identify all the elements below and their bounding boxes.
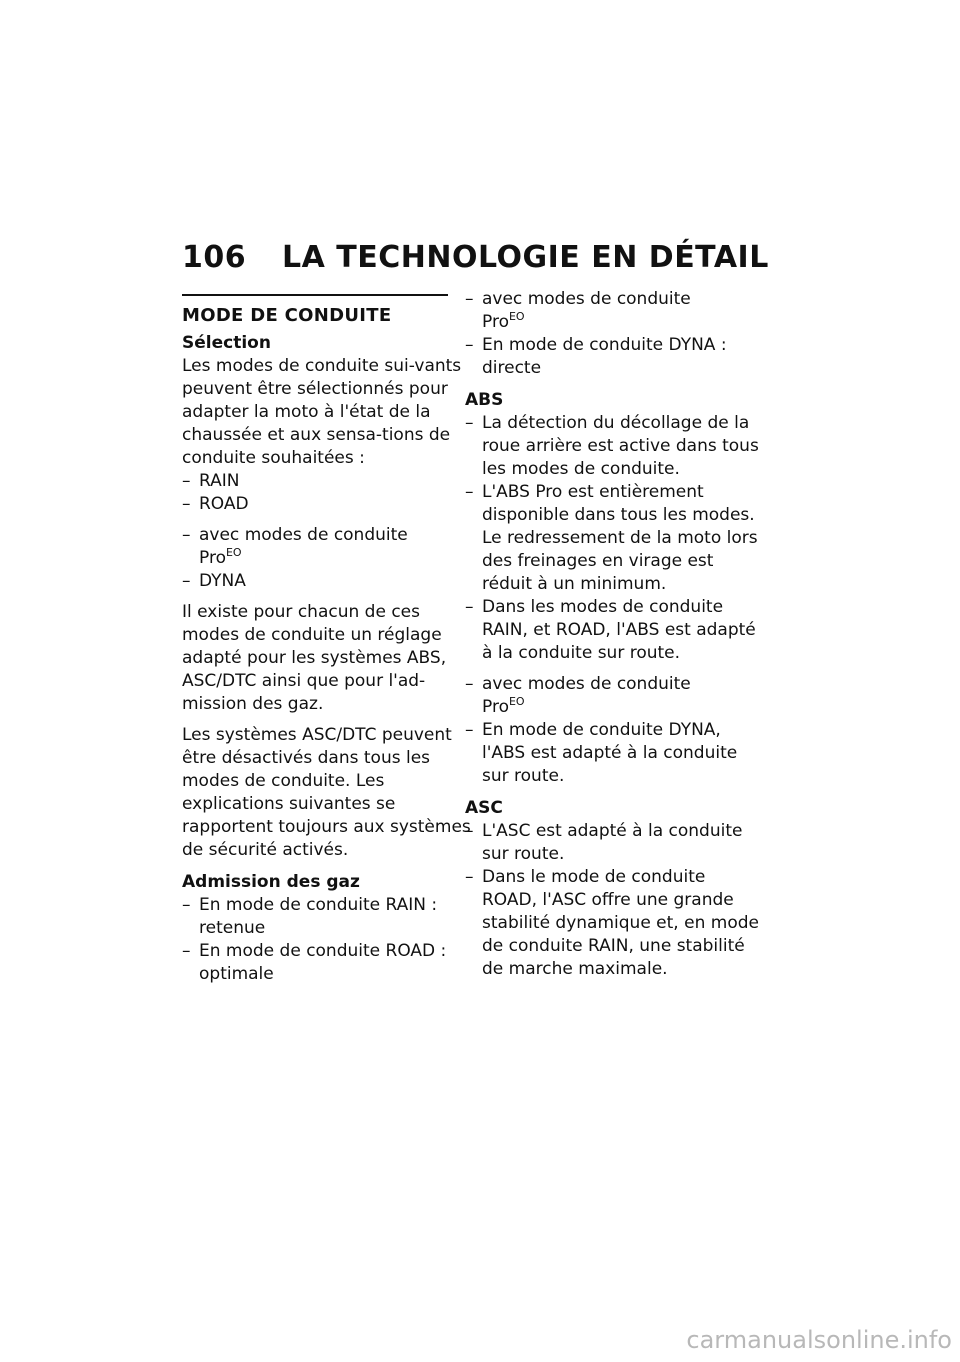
list-item: – RAIN	[182, 470, 472, 493]
mode-list-pro-right	[465, 288, 765, 380]
mode-list	[182, 470, 472, 516]
mode-list-pro	[182, 524, 472, 593]
list-item: – Dans les modes de conduite RAIN, et ROAD, l'ABS est adapté à la conduite sur route.	[465, 596, 765, 665]
avec-modes-text: avec modes de conduite	[482, 289, 691, 309]
eo-marker: EO	[508, 695, 525, 708]
pro-text: Pro	[482, 697, 509, 717]
section-rule	[182, 294, 448, 296]
list-item: – En mode de conduite ROAD : optimale	[182, 940, 472, 986]
pro-text: Pro	[199, 548, 226, 568]
abs-heading: ABS	[465, 390, 504, 410]
list-item: – En mode de conduite DYNA : directe	[465, 334, 765, 380]
list-item: – Dans le mode de conduite ROAD, l'ASC offre une grande stabilité dynamique et, en mode de conduite RAIN, une stabilité de marche maximale.	[465, 866, 765, 981]
avec-modes-text: avec modes de conduite	[482, 674, 691, 694]
watermark-text: carmanualsonline.info	[686, 1326, 952, 1354]
abs-list	[465, 412, 765, 665]
chapter-title: LA TECHNOLOGIE EN DÉTAIL	[282, 240, 769, 275]
asc-heading: ASC	[465, 798, 503, 818]
eo-marker: EO	[508, 310, 525, 323]
avec-modes-text: avec modes de conduite	[199, 525, 408, 545]
left-column	[182, 288, 472, 994]
admission-list	[182, 894, 472, 986]
list-item	[465, 673, 765, 719]
list-item	[182, 524, 472, 570]
list-item: – DYNA	[182, 570, 472, 593]
list-item: – En mode de conduite DYNA, l'ABS est adapté à la conduite sur route.	[465, 719, 765, 788]
list-item: – En mode de conduite RAIN : retenue	[182, 894, 472, 940]
pro-text: Pro	[482, 312, 509, 332]
section-title: MODE DE CONDUITE	[182, 305, 392, 326]
right-column	[465, 288, 765, 989]
abs-list-pro	[465, 673, 765, 788]
selection-text: Les modes de conduite sui-vants peuvent être sélectionnés pour adapter la moto à l'état de la chaussée et aux sensa-tions de conduite souhaitées :	[182, 356, 462, 468]
list-item: – L'ABS Pro est entièrement disponible dans tous les modes. Le redressement de la moto lors des freinages en virage est réduit à un minimum.	[465, 481, 765, 596]
list-item: – L'ASC est adapté à la conduite sur route.	[465, 820, 765, 866]
list-item: – ROAD	[182, 493, 472, 516]
asc-list	[465, 820, 765, 981]
eo-marker: EO	[225, 546, 242, 559]
list-item	[465, 288, 765, 334]
admission-heading: Admission des gaz	[182, 872, 360, 892]
paragraph: Les systèmes ASC/DTC peuvent être désactivés dans tous les modes de conduite. Les explications suivantes se rapportent toujours aux systèmes de sécurité activés.	[182, 725, 471, 860]
selection-heading: Sélection	[182, 333, 271, 353]
list-item: – La détection du décollage de la roue arrière est active dans tous les modes de conduite.	[465, 412, 765, 481]
page-number: 106	[182, 240, 247, 275]
paragraph: Il existe pour chacun de ces modes de conduite un réglage adapté pour les systèmes ABS, ASC/DTC ainsi que pour l'ad-mission des gaz.	[182, 602, 447, 714]
